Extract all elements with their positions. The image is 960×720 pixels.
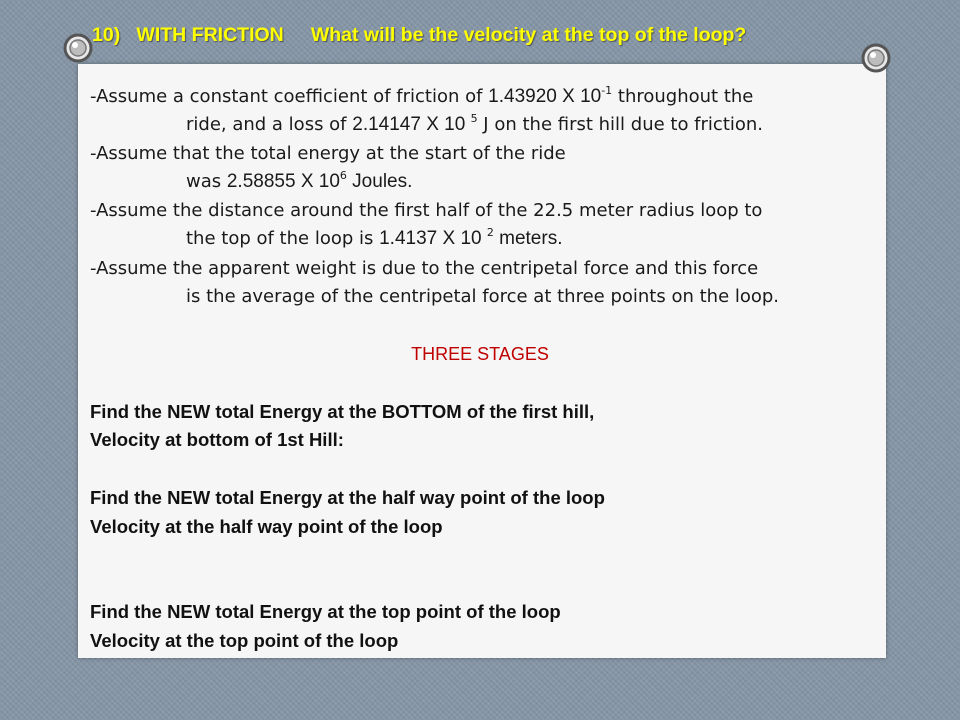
assumption-distance: -Assume the distance around the first half of the 22.5 meter radius loop to (90, 200, 763, 221)
value: 2.14147 X 10 (352, 114, 471, 135)
assumption-energy-cont (186, 171, 412, 193)
text: -Assume a constant coefficient of friction of (90, 86, 489, 107)
stage-item: Find the NEW total Energy at the BOTTOM of the first hill, (90, 401, 595, 422)
exponent: 2 (486, 226, 494, 239)
stage-item: Find the NEW total Energy at the half way point of the loop (90, 487, 605, 508)
stage-item: Find the NEW total Energy at the top point of the loop (90, 601, 561, 622)
assumption-friction-cont (186, 114, 763, 136)
assumption-weight: -Assume the apparent weight is due to the centripetal force and this force (90, 258, 759, 279)
text: throughout the (612, 86, 754, 107)
unit: meters. (493, 228, 563, 249)
assumption-energy: -Assume that the total energy at the start of the ride (90, 143, 566, 164)
value: 1.43920 X 10 (488, 86, 602, 107)
stages-heading: THREE STAGES (411, 344, 549, 364)
stage-item: Velocity at the half way point of the loop (90, 516, 443, 537)
text: was (186, 171, 227, 192)
assumption-distance-cont (186, 228, 562, 250)
exponent: 5 (470, 112, 478, 125)
slide-title: 10) WITH FRICTION What will be the velocity at the top of the loop? (92, 24, 747, 46)
value: 2.58855 X 10 (226, 171, 340, 192)
stage-item: Velocity at the top point of the loop (90, 630, 399, 651)
text: the top of the loop is (186, 228, 380, 249)
assumption-friction (90, 86, 753, 108)
exponent: 6 (339, 169, 347, 182)
value: 1.4137 X 10 (379, 228, 487, 249)
text: ride, and a loss of (186, 114, 353, 135)
unit: Joules. (346, 171, 413, 192)
text: J on the first hill due to friction. (477, 114, 764, 135)
assumption-weight-cont: is the average of the centripetal force at three points on the loop. (186, 286, 780, 307)
pushpin-icon (856, 38, 896, 78)
stage-item: Velocity at bottom of 1st Hill: (90, 429, 344, 450)
exponent: -1 (601, 84, 613, 97)
